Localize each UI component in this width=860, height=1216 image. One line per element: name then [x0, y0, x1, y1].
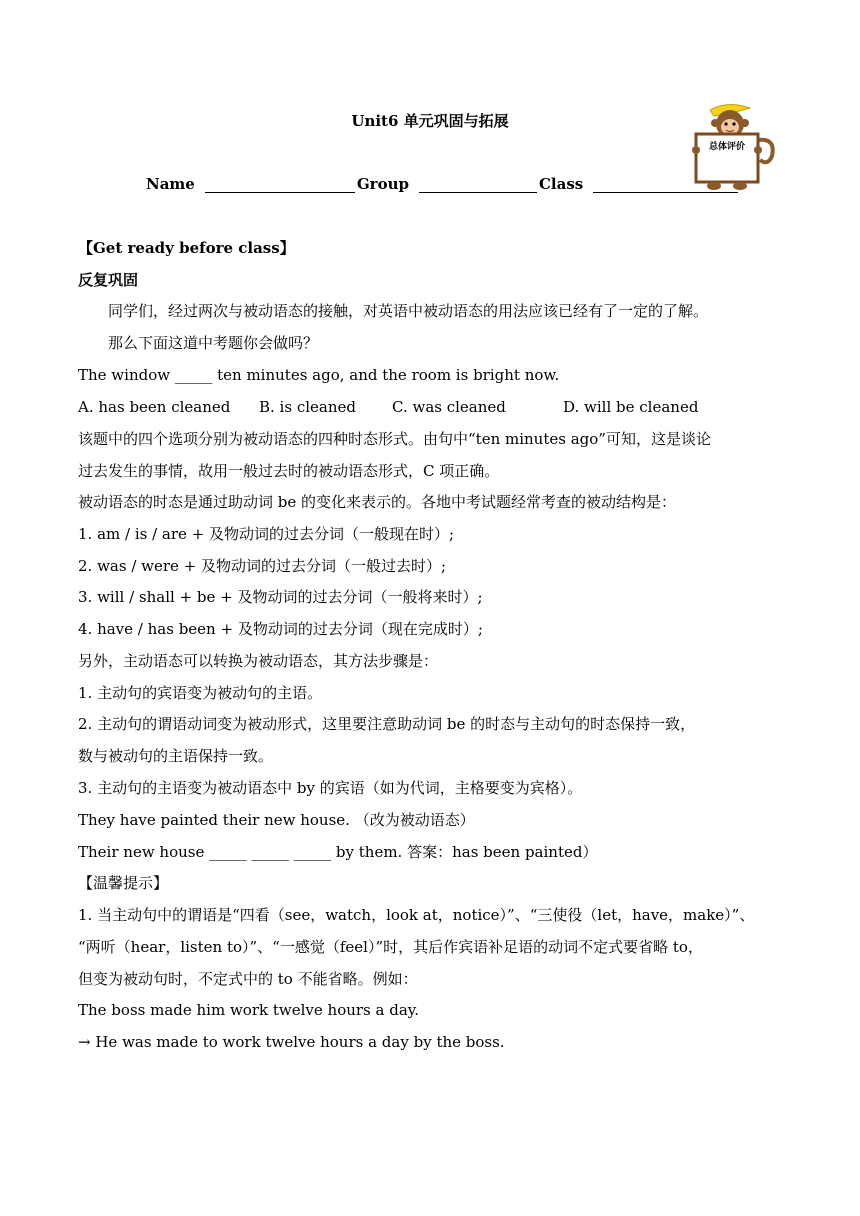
tip-line: 但变为被动句时，不定式中的 to 不能省略。例如：: [78, 970, 418, 988]
step-item: 3. 主动句的主语变为被动语态中 by 的宾语（如为代词，主格要变为宾格）。: [78, 779, 583, 797]
student-info-line: [146, 175, 740, 193]
explanation-line: 被动语态的时态是通过助动词 be 的变化来表示的。各地中考试题经常考查的被动结构是：: [78, 493, 677, 511]
name-field[interactable]: [205, 176, 355, 193]
explanation-line: 该题中的四个选项分别为被动语态的四种时态形式。由句中“ten minutes ago”可知，这是谈论: [78, 430, 711, 448]
option-c: C. was cleaned: [392, 398, 506, 416]
name-label: Name: [146, 175, 195, 193]
class-field[interactable]: [593, 176, 738, 193]
class-label: Class: [538, 175, 584, 193]
tips-heading: 【温馨提示】: [78, 874, 169, 892]
badge-text: 总体评价: [708, 142, 746, 152]
group-label: Group: [356, 175, 409, 193]
step-item: 数与被动句的主语保持一致。: [78, 747, 274, 765]
tip-line: “两听（hear，listen to）”、“一感觉（feel）”时，其后作宾语补足语的动词不定式要省略 to，: [78, 938, 703, 956]
question-text: The window _____ ten minutes ago, and the room is bright now.: [78, 366, 560, 384]
step-item: 2. 主动句的谓语动词变为被动形式，这里要注意助动词 be 的时态与主动句的时态保持一致，: [78, 715, 696, 733]
answer-options: [78, 397, 698, 417]
explanation-line: 另外，主动语态可以转换为被动语态，其方法步骤是：: [78, 652, 439, 670]
intro-line: 那么下面这道中考题你会做吗？: [108, 334, 319, 352]
rule-item: 3. will / shall + be + 及物动词的过去分词（一般将来时）;: [78, 588, 483, 606]
example-line: → He was made to work twelve hours a day by the boss.: [78, 1033, 505, 1051]
explanation-line: 过去发生的事情，故用一般过去时的被动语态形式，C 项正确。: [78, 462, 500, 480]
step-item: 1. 主动句的宾语变为被动句的主语。: [78, 684, 323, 702]
tip-line: 1. 当主动句中的谓语是“四看（see，watch，look at，notice）”、“三使役（let，have，make）”、: [78, 906, 755, 924]
option-d: D. will be cleaned: [563, 398, 699, 416]
option-a: A. has been cleaned: [78, 398, 231, 416]
subheading: 反复巩固: [78, 271, 139, 289]
rule-item: 1. am / is / are + 及物动词的过去分词（一般现在时）;: [78, 525, 455, 543]
example-line: They have painted their new house. （改为被动语态）: [78, 811, 475, 829]
option-b: B. is cleaned: [259, 398, 356, 416]
rule-item: 4. have / has been + 及物动词的过去分词（现在完成时）;: [78, 620, 483, 638]
page-title: Unit6 单元巩固与拓展: [351, 112, 509, 130]
example-line: Their new house _____ _____ _____ by them. 答案：has been painted）: [78, 843, 598, 861]
section-heading: 【Get ready before class】: [78, 239, 295, 257]
rule-item: 2. was / were + 及物动词的过去分词（一般过去时）;: [78, 557, 447, 575]
example-line: The boss made him work twelve hours a day.: [78, 1001, 420, 1019]
intro-line: 同学们，经过两次与被动语态的接触，对英语中被动语态的用法应该已经有了一定的了解。: [108, 302, 709, 320]
group-field[interactable]: [419, 176, 537, 193]
